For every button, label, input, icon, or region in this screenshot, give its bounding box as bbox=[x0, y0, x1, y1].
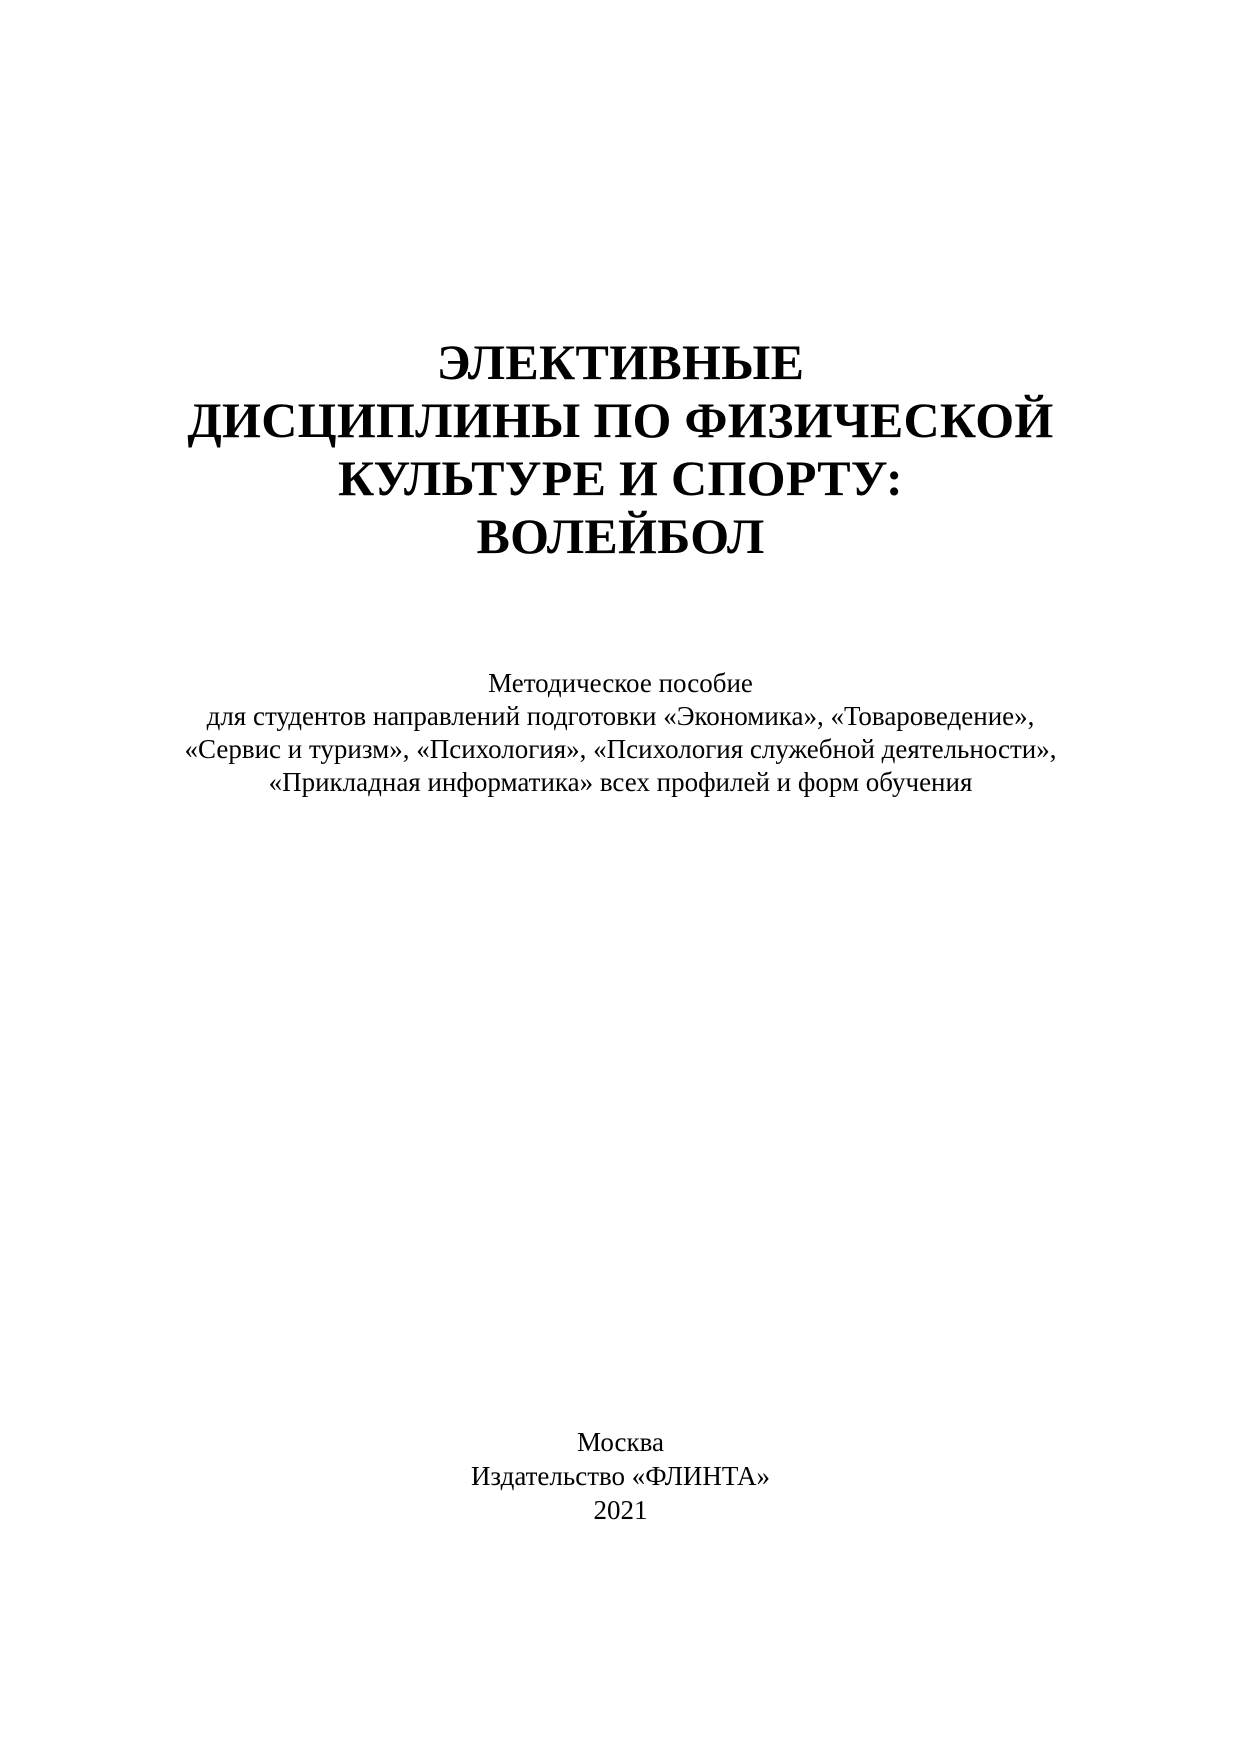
subtitle-line-4: «Прикладная информатика» всех профилей и форм обучения bbox=[268, 767, 973, 797]
title-line-1: ЭЛЕКТИВНЫЕ bbox=[436, 334, 805, 390]
title-line-2: ДИСЦИПЛИНЫ ПО ФИЗИЧЕСКОЙ bbox=[187, 392, 1054, 448]
title-line-3: КУЛЬТУРЕ И СПОРТУ: bbox=[338, 450, 903, 506]
imprint-city: Москва bbox=[577, 1427, 664, 1457]
subtitle-line-3: «Сервис и туризм», «Психология», «Психология служебной деятельности», bbox=[184, 734, 1057, 764]
book-subtitle bbox=[0, 667, 1241, 799]
title-line-4: ВОЛЕЙБОЛ bbox=[476, 508, 765, 564]
imprint bbox=[0, 1425, 1241, 1527]
subtitle-line-1: Методическое пособие bbox=[488, 668, 753, 698]
book-title bbox=[0, 333, 1241, 565]
imprint-publisher: Издательство «ФЛИНТА» bbox=[470, 1461, 771, 1491]
subtitle-line-2: для студентов направлений подготовки «Экономика», «Товароведение», bbox=[206, 701, 1035, 731]
imprint-year: 2021 bbox=[593, 1495, 648, 1525]
